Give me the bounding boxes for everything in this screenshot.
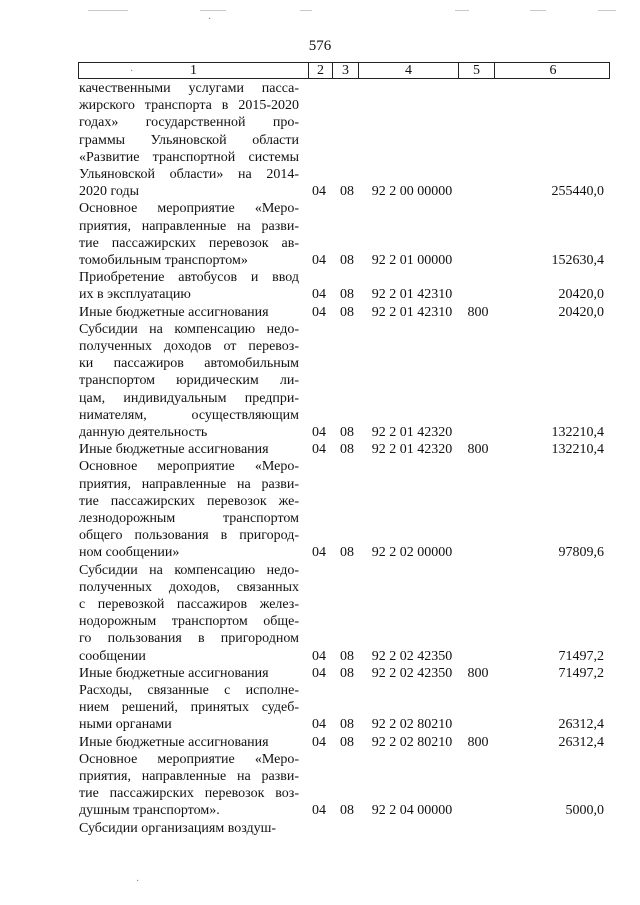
description-line: томобильным транспортом» (79, 253, 248, 268)
row-description (79, 751, 299, 820)
description-line: душным транспортом». (79, 803, 220, 819)
cell-c6: 255440,0 (551, 184, 604, 200)
description-line: Субсидии на компенсацию недо- (79, 321, 299, 337)
description-line: приятия, направленные на разви- (79, 476, 299, 492)
column-header: 2 (309, 63, 333, 78)
description-line: нимателям, осуществляющим (79, 407, 299, 423)
description-line: Субсидии на компенсацию недо- (79, 562, 299, 578)
cell-c5: 800 (467, 665, 489, 681)
description-line: Основное мероприятие «Меро- (79, 751, 299, 767)
cell-c4: 92 2 02 42350 (371, 665, 453, 681)
row-description (79, 665, 299, 682)
column-header: 6 (549, 63, 557, 78)
description-line: приятия, направленные на разви- (79, 769, 299, 784)
cell-c6: 71497,2 (558, 665, 604, 681)
row-description (79, 304, 299, 321)
page-number: 576 (308, 38, 332, 54)
scan-artifact: · (208, 14, 212, 25)
cell-c2: 04 (312, 287, 326, 303)
row-description (79, 458, 299, 561)
cell-c6: 71497,2 (558, 648, 604, 664)
cell-c4: 92 2 01 42310 (371, 287, 453, 303)
cell-c6: 132210,4 (551, 424, 604, 440)
cell-c3: 08 (340, 424, 354, 440)
description-line: го пользования в пригородном (79, 631, 299, 647)
cell-c6: 26312,4 (558, 734, 604, 750)
description-line: Приобретение автобусов и ввод (79, 270, 299, 286)
scan-artifact: · (130, 66, 134, 77)
description-line: нием решений, принятых судеб- (79, 700, 299, 716)
row-description (79, 734, 299, 751)
cell-c2: 04 (312, 184, 326, 200)
description-line: Основное мероприятие «Меро- (79, 201, 299, 217)
description-line: граммы Ульяновской области (79, 132, 299, 148)
description-line: Расходы, связанные с исполне- (79, 683, 299, 698)
cell-c3: 08 (340, 304, 354, 320)
cell-c2: 04 (312, 424, 326, 440)
description-line: ными органами (79, 717, 172, 733)
scan-artifact (200, 10, 226, 11)
description-line: общего пользования в пригород- (79, 528, 299, 544)
cell-c2: 04 (312, 442, 326, 458)
cell-c2: 04 (312, 545, 326, 561)
description-line: Иные бюджетные ассигнования (79, 442, 269, 458)
row-description (79, 682, 299, 734)
description-line: тие пассажирских перевозок воз- (79, 786, 299, 802)
cell-c4: 92 2 01 42320 (371, 424, 453, 440)
description-line: Иные бюджетные ассигнования (79, 304, 269, 320)
row-description (79, 321, 299, 441)
row-description (79, 200, 299, 269)
cell-c3: 08 (340, 665, 354, 681)
description-line: качественными услугами пасса- (79, 81, 299, 96)
cell-c2: 04 (312, 304, 326, 320)
cell-c4: 92 2 02 42350 (371, 648, 453, 664)
column-header: 4 (359, 63, 459, 78)
row-description (79, 269, 299, 303)
column-header: 3 (333, 63, 359, 78)
scan-artifact: · (136, 876, 140, 887)
cell-c3: 08 (340, 252, 354, 268)
description-line: Иные бюджетные ассигнования (79, 665, 269, 681)
column-header: 1 (79, 63, 309, 78)
cell-c4: 92 2 02 80210 (371, 734, 453, 750)
description-line: Ульяновской области» на 2014- (79, 167, 299, 183)
description-line: их в эксплуатацию (79, 287, 191, 303)
scan-artifact (530, 10, 546, 11)
description-line: годах» государственной про- (79, 115, 299, 131)
description-line: «Развитие транспортной системы (79, 149, 299, 165)
cell-c5: 800 (467, 304, 489, 320)
cell-c4: 92 2 01 42320 (371, 442, 453, 458)
cell-c4: 92 2 04 00000 (371, 803, 453, 819)
cell-c4: 92 2 00 00000 (371, 184, 453, 200)
description-line: жирского транспорта в 2015-2020 (79, 98, 299, 114)
description-line: полученных доходов, связанных (79, 579, 299, 595)
cell-c4: 92 2 01 42310 (371, 304, 453, 320)
cell-c4: 92 2 02 80210 (371, 717, 453, 733)
description-line: сообщении (79, 648, 146, 664)
description-line: приятия, направленные на разви- (79, 218, 299, 234)
description-line: ном сообщении» (79, 545, 180, 561)
scan-artifact (455, 10, 469, 11)
row-description (79, 80, 299, 200)
cell-c6: 26312,4 (558, 717, 604, 733)
scan-artifact (598, 10, 616, 11)
cell-c2: 04 (312, 717, 326, 733)
scan-artifact (88, 10, 128, 11)
cell-c6: 5000,0 (565, 803, 604, 819)
row-description (79, 441, 299, 458)
cell-c2: 04 (312, 803, 326, 819)
cell-c2: 04 (312, 734, 326, 750)
cell-c6: 20420,0 (558, 287, 604, 303)
cell-c3: 08 (340, 734, 354, 750)
description-line: Субсидии организациям воздуш- (79, 820, 277, 836)
cell-c6: 152630,4 (551, 252, 604, 268)
cell-c6: 20420,0 (558, 304, 604, 320)
cell-c3: 08 (340, 717, 354, 733)
cell-c3: 08 (340, 442, 354, 458)
cell-c6: 132210,4 (551, 442, 604, 458)
description-line: тие пассажирских перевозок же- (79, 493, 299, 509)
column-header: 5 (459, 63, 495, 78)
description-line: лезнодорожным транспортом (79, 511, 299, 526)
description-line: данную деятельность (79, 425, 208, 441)
description-line: тие пассажирских перевозок ав- (79, 235, 299, 251)
cell-c3: 08 (340, 545, 354, 561)
cell-c6: 97809,6 (558, 545, 604, 561)
description-line: с перевозкой пассажиров желез- (79, 597, 299, 612)
cell-c4: 92 2 01 00000 (371, 252, 453, 268)
table-header (78, 62, 610, 79)
cell-c5: 800 (467, 442, 489, 458)
cell-c3: 08 (340, 648, 354, 664)
description-line: 2020 годы (79, 184, 140, 200)
cell-c2: 04 (312, 252, 326, 268)
description-line: Иные бюджетные ассигнования (79, 734, 269, 750)
cell-c3: 08 (340, 184, 354, 200)
description-line: цам, индивидуальным предпри- (79, 390, 299, 406)
scan-artifact (300, 10, 312, 11)
cell-c3: 08 (340, 287, 354, 303)
row-description (79, 562, 299, 665)
cell-c5: 800 (467, 734, 489, 750)
cell-c2: 04 (312, 648, 326, 664)
description-line: транспортом юридическим ли- (79, 373, 299, 389)
description-line: полученных доходов от перевоз- (79, 339, 299, 354)
description-line: нодорожным транспортом обще- (79, 614, 299, 630)
row-description (79, 820, 299, 837)
cell-c2: 04 (312, 665, 326, 681)
cell-c4: 92 2 02 00000 (371, 545, 453, 561)
description-line: Основное мероприятие «Меро- (79, 459, 299, 475)
description-line: ки пассажиров автомобильным (79, 356, 299, 372)
cell-c3: 08 (340, 803, 354, 819)
